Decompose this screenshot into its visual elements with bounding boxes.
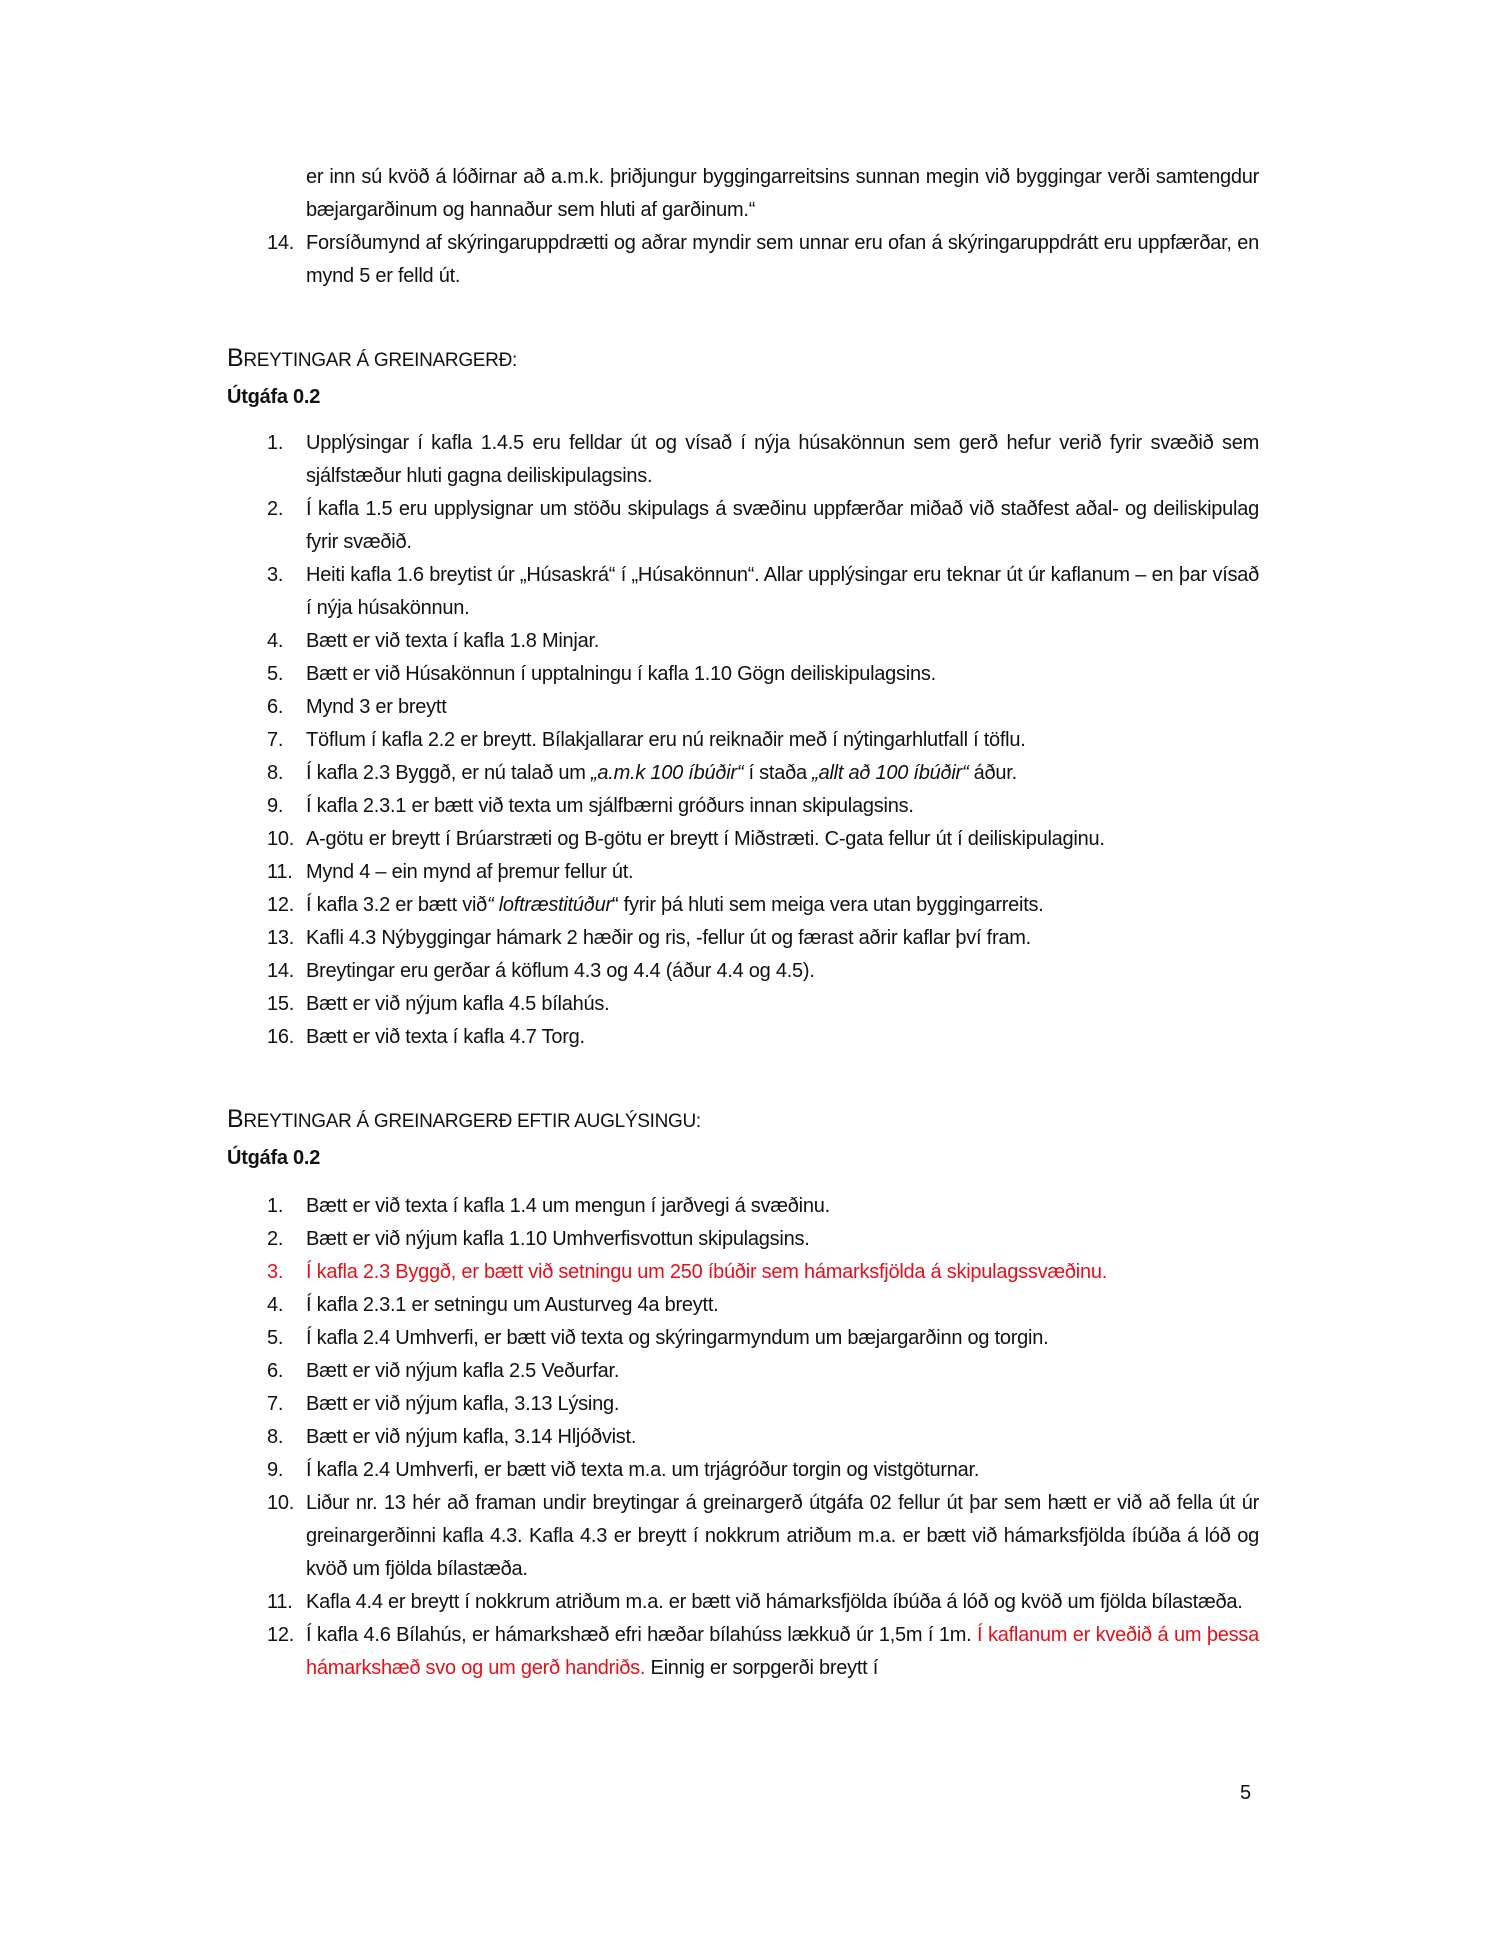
list-item (227, 1256, 1259, 1289)
item-number: 13. (267, 927, 295, 949)
item-number: 10. (267, 828, 295, 850)
item-text: Bætt er við nýjum kafla, 3.13 Lýsing. (306, 1393, 620, 1415)
item-text (306, 1619, 1259, 1685)
list-item (227, 1388, 1259, 1421)
list-item (227, 1619, 1259, 1685)
list-item (227, 1289, 1259, 1322)
list-item (227, 227, 1259, 293)
item-text: Bætt er við nýjum kafla 2.5 Veðurfar. (306, 1360, 620, 1382)
list-item (227, 1454, 1259, 1487)
text-segment: áður. (968, 762, 1017, 784)
item-text: Töflum í kafla 2.2 er breytt. Bílakjallarar eru nú reiknaðir með í nýtingarhlutfall í töflu. (306, 729, 1026, 751)
item-text: Heiti kafla 1.6 breytist úr „Húsaskrá“ í „Húsakönnun“. Allar upplýsingar eru teknar út úr kaflanum – en þar vísað í nýja húsakönnun. (306, 564, 1259, 619)
item-number: 9. (267, 795, 284, 817)
item-number: 11. (267, 861, 293, 883)
item-text: Breytingar eru gerðar á köflum 4.3 og 4.4 (áður 4.4 og 4.5). (306, 960, 815, 982)
list-item (227, 724, 1259, 757)
list-item (227, 1487, 1259, 1586)
list-item (227, 1190, 1259, 1223)
list-item (227, 988, 1259, 1021)
item-number: 16. (267, 1026, 295, 1048)
item-text: Í kafla 2.3.1 er bætt við texta um sjálfbærni gróðurs innan skipulagsins. (306, 795, 914, 817)
item-text: Kafli 4.3 Nýbyggingar hámark 2 hæðir og ris, -fellur út og færast aðrir kaflar því fram. (306, 927, 1031, 949)
item-13-continuation: er inn sú kvöð á lóðirnar að a.m.k. þriðjungur byggingarreitsins sunnan megin við byggingar verði samtengdur bæjargarðinum og hannaður sem hluti af garðinum.“ (306, 166, 1259, 221)
list-item (227, 1421, 1259, 1454)
item-text (306, 757, 1259, 790)
list-item (227, 757, 1259, 790)
item-text: Forsíðumynd af skýringaruppdrætti og aðrar myndir sem unnar eru ofan á skýringaruppdrátt eru uppfærðar, en mynd 5 er felld út. (306, 232, 1259, 287)
text-segment: „a.m.k 100 íbúðir“ (591, 762, 744, 784)
item-text: Í kafla 2.4 Umhverfi, er bætt við texta m.a. um trjágróður torgin og vistgöturnar. (306, 1459, 980, 1481)
item-number: 9. (267, 1459, 284, 1481)
list-item (227, 1355, 1259, 1388)
text-segment: Í kafla 2.3 Byggð, er nú talað um (306, 762, 592, 784)
list-item (227, 427, 1259, 493)
text-segment: Í kafla 4.6 Bílahús, er hámarkshæð efri hæðar bílahúss lækkuð úr 1,5m í 1m. (306, 1624, 978, 1646)
item-text: Bætt er við nýjum kafla, 3.14 Hljóðvist. (306, 1426, 637, 1448)
item-number: 12. (267, 894, 295, 916)
section-title: BREYTINGAR Á GREINARGERÐ: (227, 344, 517, 372)
item-number: 4. (267, 630, 284, 652)
item-text: Liður nr. 13 hér að framan undir breytingar á greinargerð útgáfa 02 fellur út þar sem hætt er við að fella út úr greinargerðinni kafla 4.3. Kafla 4.3 er breytt í nokkrum atriðum m.a. er bætt við hámarksfjölda íbúða á lóð og kvöð um fjölda bílastæða. (306, 1492, 1259, 1580)
item-number: 6. (267, 1360, 284, 1382)
item-number: 8. (267, 1426, 284, 1448)
item-text: Upplýsingar í kafla 1.4.5 eru felldar út og vísað í nýja húsakönnun sem gerð hefur verið fyrir svæðið sem sjálfstæður hluti gagna deiliskipulagsins. (306, 432, 1259, 487)
item-number: 7. (267, 1393, 284, 1415)
section-subtitle: Útgáfa 0.2 (227, 1147, 321, 1169)
change-list-1 (227, 427, 1259, 1054)
item-number: 14. (267, 960, 295, 982)
item-number: 11. (267, 1591, 293, 1613)
item-number: 5. (267, 663, 284, 685)
page-number: 5 (1240, 1782, 1251, 1804)
list-item (227, 823, 1259, 856)
item-number: 2. (267, 498, 284, 520)
text-segment: í staða (743, 762, 813, 784)
item-text: Bætt er við texta í kafla 1.4 um mengun í jarðvegi á svæðinu. (306, 1195, 830, 1217)
item-text: Mynd 4 – ein mynd af þremur fellur út. (306, 861, 634, 883)
list-item (227, 493, 1259, 559)
item-number: 3. (267, 1261, 284, 1283)
item-text: Bætt er við Húsakönnun í upptalningu í kafla 1.10 Gögn deiliskipulagsins. (306, 663, 936, 685)
list-item (227, 856, 1259, 889)
item-text: Bætt er við nýjum kafla 4.5 bílahús. (306, 993, 610, 1015)
item-text (306, 889, 1259, 922)
item-text: Bætt er við nýjum kafla 1.10 Umhverfisvottun skipulagsins. (306, 1228, 810, 1250)
text-segment: “ fyrir þá hluti sem meiga vera utan byggingarreits. (611, 894, 1044, 916)
list-item (227, 1021, 1259, 1054)
item-text: Kafla 4.4 er breytt í nokkrum atriðum m.a. er bætt við hámarksfjölda íbúða á lóð og kvöð um fjölda bílastæða. (306, 1591, 1243, 1613)
item-text: Bætt er við texta í kafla 4.7 Torg. (306, 1026, 585, 1048)
text-segment: Í kaflanum er kveðið á um þessa hámarkshæð svo og um gerð handriðs. (306, 1624, 1260, 1679)
item-number: 2. (267, 1228, 284, 1250)
item-number: 8. (267, 762, 284, 784)
item-number: 12. (267, 1624, 295, 1646)
text-segment: “ loftræstitúður (487, 894, 612, 916)
section-subtitle: Útgáfa 0.2 (227, 386, 321, 408)
item-text: Bætt er við texta í kafla 1.8 Minjar. (306, 630, 600, 652)
list-item (227, 1223, 1259, 1256)
item-text: Í kafla 2.3 Byggð, er bætt við setningu um 250 íbúðir sem hámarksfjölda á skipulagssvæðinu. (306, 1261, 1108, 1283)
list-item (227, 790, 1259, 823)
list-item (227, 559, 1259, 625)
list-item (227, 922, 1259, 955)
section-heading-2 (227, 1101, 1259, 1176)
item-number: 10. (267, 1492, 295, 1514)
list-item (227, 1586, 1259, 1619)
list-item (227, 691, 1259, 724)
item-text: Í kafla 2.4 Umhverfi, er bætt við texta og skýringarmyndum um bæjargarðinn og torgin. (306, 1327, 1049, 1349)
text-segment: Einnig er sorpgerði breytt í (645, 1657, 879, 1679)
change-list-2 (227, 1190, 1259, 1685)
list-item (227, 889, 1259, 922)
previous-list-continuation (227, 161, 1259, 293)
item-number: 15. (267, 993, 295, 1015)
item-number: 3. (267, 564, 284, 586)
list-item (227, 658, 1259, 691)
item-number: 6. (267, 696, 284, 718)
item-text: A-götu er breytt í Brúarstræti og B-götu er breytt í Miðstræti. C-gata fellur út í deiliskipulaginu. (306, 828, 1105, 850)
item-number: 4. (267, 1294, 284, 1316)
item-number: 7. (267, 729, 284, 751)
list-item (227, 625, 1259, 658)
item-text: Í kafla 1.5 eru upplysignar um stöðu skipulags á svæðinu uppfærðar miðað við staðfest aðal- og deiliskipulag fyrir svæðið. (306, 498, 1259, 553)
item-text: Í kafla 2.3.1 er setningu um Austurveg 4a breytt. (306, 1294, 719, 1316)
item-number: 5. (267, 1327, 284, 1349)
section-title: BREYTINGAR Á GREINARGERÐ EFTIR AUGLÝSINGU: (227, 1105, 701, 1133)
list-item (227, 955, 1259, 988)
text-segment: Í kafla 3.2 er bætt við (306, 894, 488, 916)
item-number: 14. (267, 232, 295, 254)
list-item (227, 1322, 1259, 1355)
item-text: Mynd 3 er breytt (306, 696, 447, 718)
item-number: 1. (267, 432, 284, 454)
section-heading-1 (227, 340, 1259, 415)
text-segment: „allt að 100 íbúðir“ (812, 762, 969, 784)
item-number: 1. (267, 1195, 284, 1217)
